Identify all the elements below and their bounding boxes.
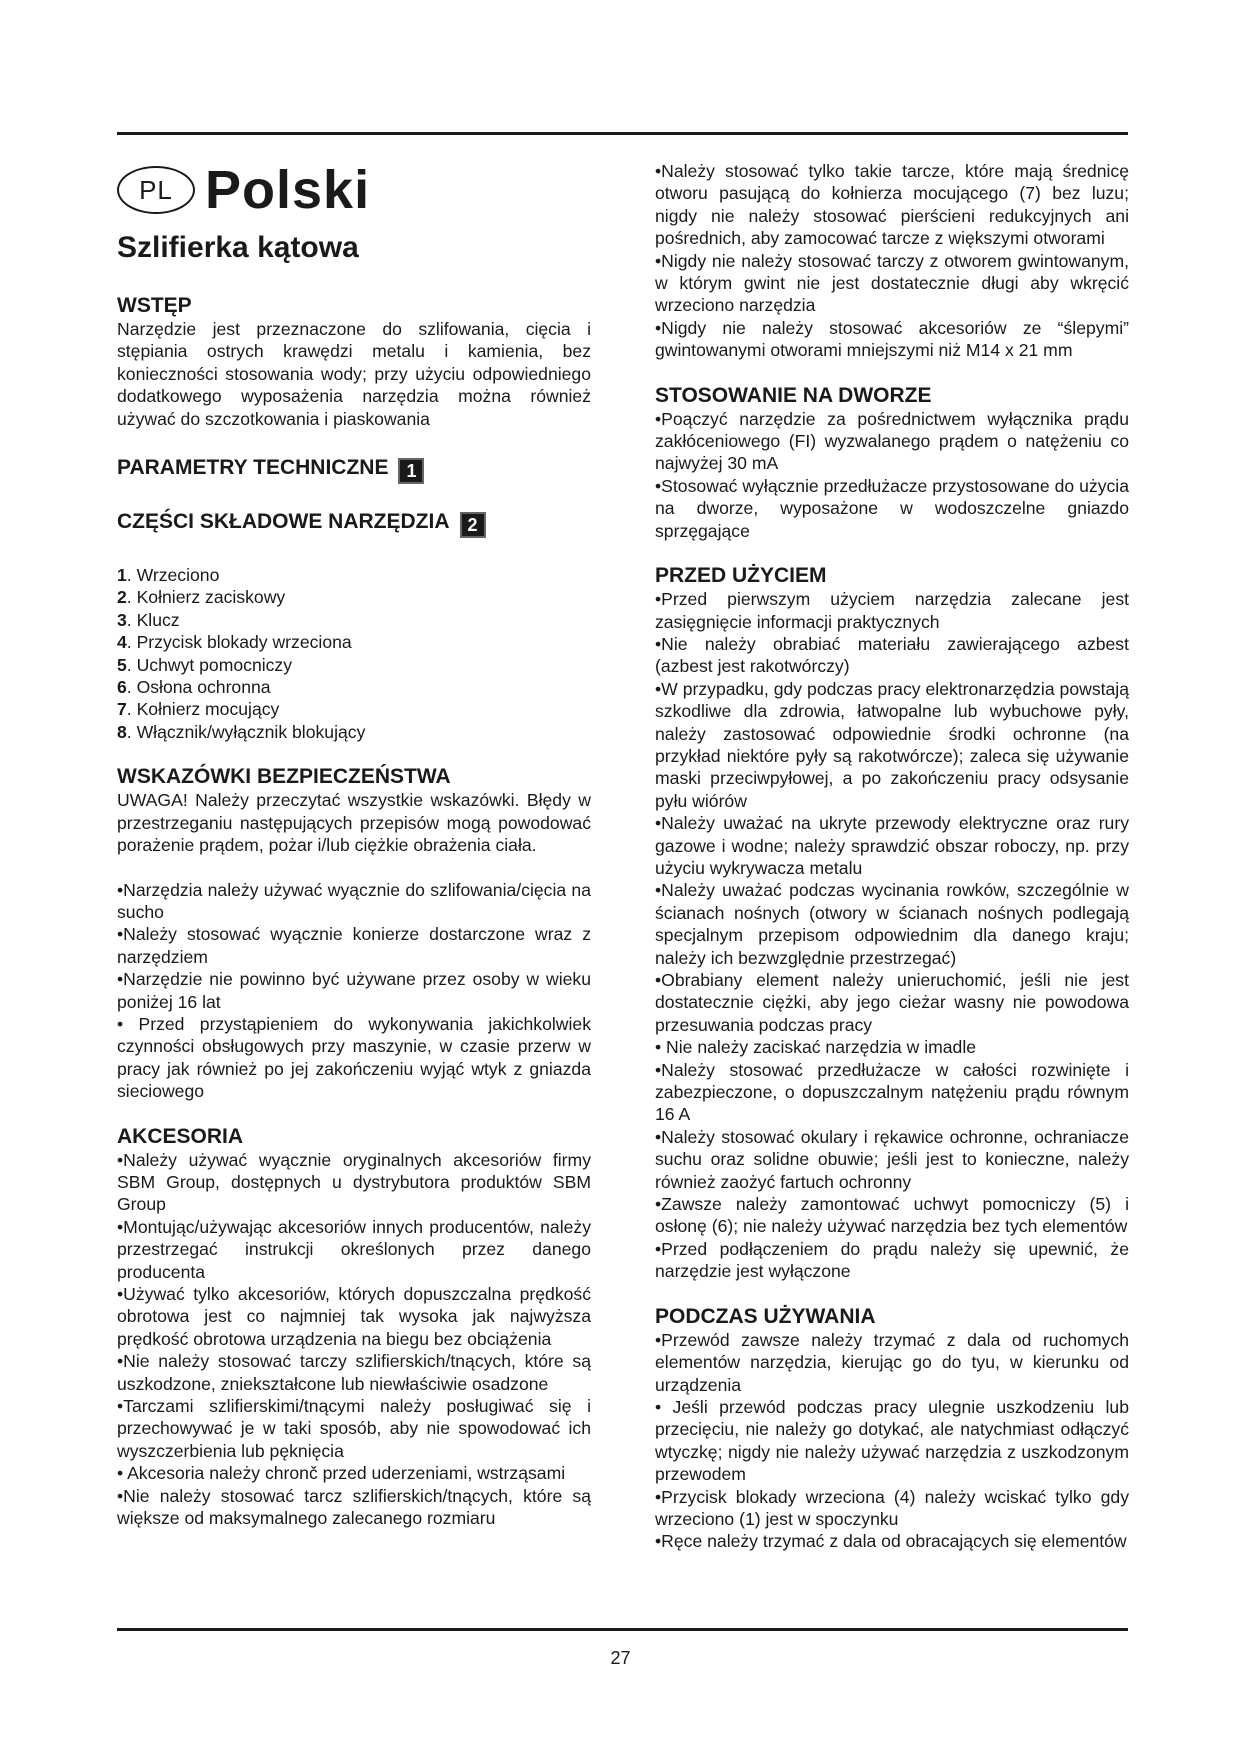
list-item: 8. Włącznik/wyłącznik blokujący bbox=[117, 721, 366, 742]
before-use-bullet: •Nie należy obrabiać materiału zawierającego azbest (azbest jest rakotwórczy) bbox=[655, 633, 1129, 677]
bottom-rule bbox=[117, 1628, 1128, 1631]
list-item: 6. Osłona ochronna bbox=[117, 677, 271, 698]
before-use-bullet: •Należy stosować okulary i rękawice ochronne, ochraniacze suchu oraz solidne obuwie; jeśli jest to konieczne, należy również zaożyć fartuch ochronny bbox=[655, 1126, 1129, 1192]
before-use-bullet: •Należy uważać na ukryte przewody elektryczne oraz rury gazowe i wodne; należy sprawdzić obszar roboczy, np. przy użyciu wykrywacza metalu bbox=[655, 813, 1129, 878]
left-column bbox=[117, 160, 591, 1529]
during-use-bullet: •Ręce należy trzymać z dala od obracających się elementów bbox=[655, 1531, 1127, 1552]
accessories-bullet: • Akcesoria należy chronč przed uderzeniami, wstrząsami bbox=[117, 1463, 566, 1484]
during-use-heading: PODCZAS UŻYWANIA bbox=[655, 1304, 876, 1328]
language-badge: PL bbox=[117, 166, 195, 214]
during-use-bullet: • Jeśli przewód podczas pracy ulegnie uszkodzeniu lub przecięciu, nie należy go dotykać, ale natychmiast odłączyć wtyczkę; nigdy nie należy używać narzędzia z uszkodzonym przewodem bbox=[655, 1396, 1129, 1485]
accessories-bullet: •Tarczami szlifierskimi/tnącymi należy posługiwać się i przechowywać je w taki sposób, aby nie spowodować ich wyszczerbienia lub pęknięcia bbox=[117, 1396, 591, 1461]
safety-bullet: • Przed przystąpieniem do wykonywania jakichkolwiek czynności obsługowych przy maszynie, w czasie przerw w pracy jak również po jej zakończeniu wyjąć wtyk z gniazda sieciowego bbox=[117, 1013, 591, 1102]
right-column bbox=[655, 160, 1129, 1553]
parts-heading bbox=[117, 510, 591, 538]
before-use-bullet: •Należy uważać podczas wycinania rowków, szczególnie w ścianach nośnych (otwory w ścianach nośnych podlegają specjalnym przepisom odpowiednim dla danego kraju; należy ich bezwzględnie przestrzegać) bbox=[655, 880, 1129, 968]
language-name: Polski bbox=[205, 160, 371, 220]
safety-warning: UWAGA! Należy przeczytać wszystkie wskazówki. Błędy w przestrzeganiu następujących przepisów mogą powodować porażenie prądem, pożar i/lub ciężkie obrażenia ciała. bbox=[117, 790, 591, 856]
safety-bullet: •Należy stosować wyącznie konierze dostarczone wraz z narzędziem bbox=[117, 924, 591, 967]
parts-list bbox=[117, 564, 591, 743]
specs-heading-label: PARAMETRY TECHNICZNE bbox=[117, 456, 389, 480]
figure-1-badge: 1 bbox=[398, 458, 424, 484]
outdoor-heading: STOSOWANIE NA DWORZE bbox=[655, 383, 932, 407]
figure-2-badge: 2 bbox=[460, 512, 486, 538]
before-use-bullet: •Należy stosować przedłużacze w całości rozwinięte i zabezpieczone, o dopuszczalnym natężeniu prądu równym 16 A bbox=[655, 1059, 1129, 1125]
list-item: 7. Kołnierz mocujący bbox=[117, 699, 280, 720]
before-use-bullet: •Przed pierwszym użyciem narzędzia zalecane jest zasięgnięcie informacji praktycznych bbox=[655, 589, 1129, 632]
before-use-bullet: •Obrabiany element należy unieruchomić, jeśli nie jest dostatecznie ciężki, aby jego cieżar wasny nie powodowa przesuwania podczas pracy bbox=[655, 970, 1129, 1035]
intro-text: Narzędzie jest przeznaczone do szlifowania, cięcia i stępiania ostrych krawędzi metalu i kamienia, bez konieczności stosowania wody; przy użyciu odpowiedniego dodatkowego wyposażenia narzędzia można również używać do szczotkowania i piaskowania bbox=[117, 319, 591, 429]
language-header bbox=[117, 160, 591, 220]
before-use-heading: PRZED UŻYCIEM bbox=[655, 564, 827, 588]
before-use-bullet: •Przed podłączeniem do prądu należy się upewnić, że narzędzie jest wyłączone bbox=[655, 1238, 1129, 1282]
before-use-bullet: •Zawsze należy zamontować uchwyt pomocniczy (5) i osłonę (6); nie należy używać narzędzia bez tych elementów bbox=[655, 1194, 1129, 1237]
parts-heading-label: CZĘŚCI SKŁADOWE NARZĘDZIA bbox=[117, 510, 450, 534]
list-item: 5. Uchwyt pomocniczy bbox=[117, 654, 293, 675]
discs-bullet: •Należy stosować tylko takie tarcze, które mają średnicę otworu pasującą do kołnierza mocującego (7) bez luzu; nigdy nie należy stosować pierścieni redukcyjnych ani pośrednich, aby zamocować tarcze z większymi otworami bbox=[655, 161, 1129, 249]
discs-bullet: •Nigdy nie należy stosować akcesoriów ze “ślepymi” gwintowanymi otworami mniejszymi niż M14 x 21 mm bbox=[655, 317, 1129, 361]
accessories-bullet: •Montując/używając akcesoriów innych producentów, należy przestrzegać instrukcji określonych przez danego producenta bbox=[117, 1216, 591, 1282]
accessories-heading: AKCESORIA bbox=[117, 1124, 244, 1148]
discs-bullet: •Nigdy nie należy stosować tarczy z otworem gwintowanym, w którym gwint nie jest dostatecznie długi aby wkręcić wrzeciono narzędzia bbox=[655, 250, 1129, 316]
outdoor-bullet: •Stosować wyłącznie przedłużacze przystosowane do użycia na dworze, wyposażone w wodoszczelne gniazdo sprzęgające bbox=[655, 475, 1129, 541]
safety-bullet: •Narzędzia należy używać wyącznie do szlifowania/cięcia na sucho bbox=[117, 879, 591, 922]
specs-heading bbox=[117, 456, 591, 484]
list-item: 2. Kołnierz zaciskowy bbox=[117, 587, 286, 608]
page-number: 27 bbox=[610, 1648, 631, 1668]
during-use-bullet: •Przycisk blokady wrzeciona (4) należy wciskać tylko gdy wrzeciono (1) jest w spoczynku bbox=[655, 1486, 1129, 1529]
accessories-bullet: •Nie należy stosować tarcz szlifierskich/tnących, które są większe od maksymalnego zalecanego rozmiaru bbox=[117, 1485, 591, 1529]
accessories-bullet: •Nie należy stosować tarczy szlifierskich/tnących, które są uszkodzone, zniekształcone lub niewłaściwie osadzone bbox=[117, 1351, 591, 1394]
before-use-bullet: •W przypadku, gdy podczas pracy elektronarzędzia powstają szkodliwe dla zdrowia, łatwopalne lub wybuchowe pyły, należy zastosować odpowiednie środki ochronne (na przykład niektóre pyły są rakotwórcze); zaleca się używanie maski przeciwpyłowej, a po zakończeniu pracy odsysanie pyłu wiórów bbox=[655, 678, 1129, 811]
accessories-bullet: •Używać tylko akcesoriów, których dopuszczalna prędkość obrotowa jest co najmniej tak wysoka jak najwyższa prędkość obrotowa urządzenia na biegu bez obciążenia bbox=[117, 1284, 591, 1349]
list-item: 1. Wrzeciono bbox=[117, 565, 220, 586]
before-use-bullet: • Nie należy zaciskać narzędzia w imadle bbox=[655, 1037, 977, 1058]
during-use-bullet: •Przewód zawsze należy trzymać z dala od ruchomych elementów narzędzia, kierując go do tyu, w kierunku od urządzenia bbox=[655, 1329, 1129, 1395]
intro-heading: WSTĘP bbox=[117, 294, 192, 317]
document-title: Szlifierka kątowa bbox=[117, 231, 359, 264]
top-rule bbox=[117, 132, 1128, 135]
safety-bullet: •Narzędzie nie powinno być używane przez osoby w wieku poniżej 16 lat bbox=[117, 969, 591, 1012]
list-item: 3. Klucz bbox=[117, 609, 180, 630]
list-item: 4. Przycisk blokady wrzeciona bbox=[117, 632, 352, 653]
outdoor-bullet: •Poączyć narzędzie za pośrednictwem wyłącznika prądu zakłóceniowego (FI) wyzwalanego prądem o natężeniu co najwyżej 30 mA bbox=[655, 408, 1129, 474]
accessories-bullet: •Należy używać wyącznie oryginalnych akcesoriów firmy SBM Group, dostępnych u dystrybutora produktów SBM Group bbox=[117, 1149, 591, 1215]
safety-heading: WSKAZÓWKI BEZPIECZEŃSTWA bbox=[117, 765, 451, 789]
